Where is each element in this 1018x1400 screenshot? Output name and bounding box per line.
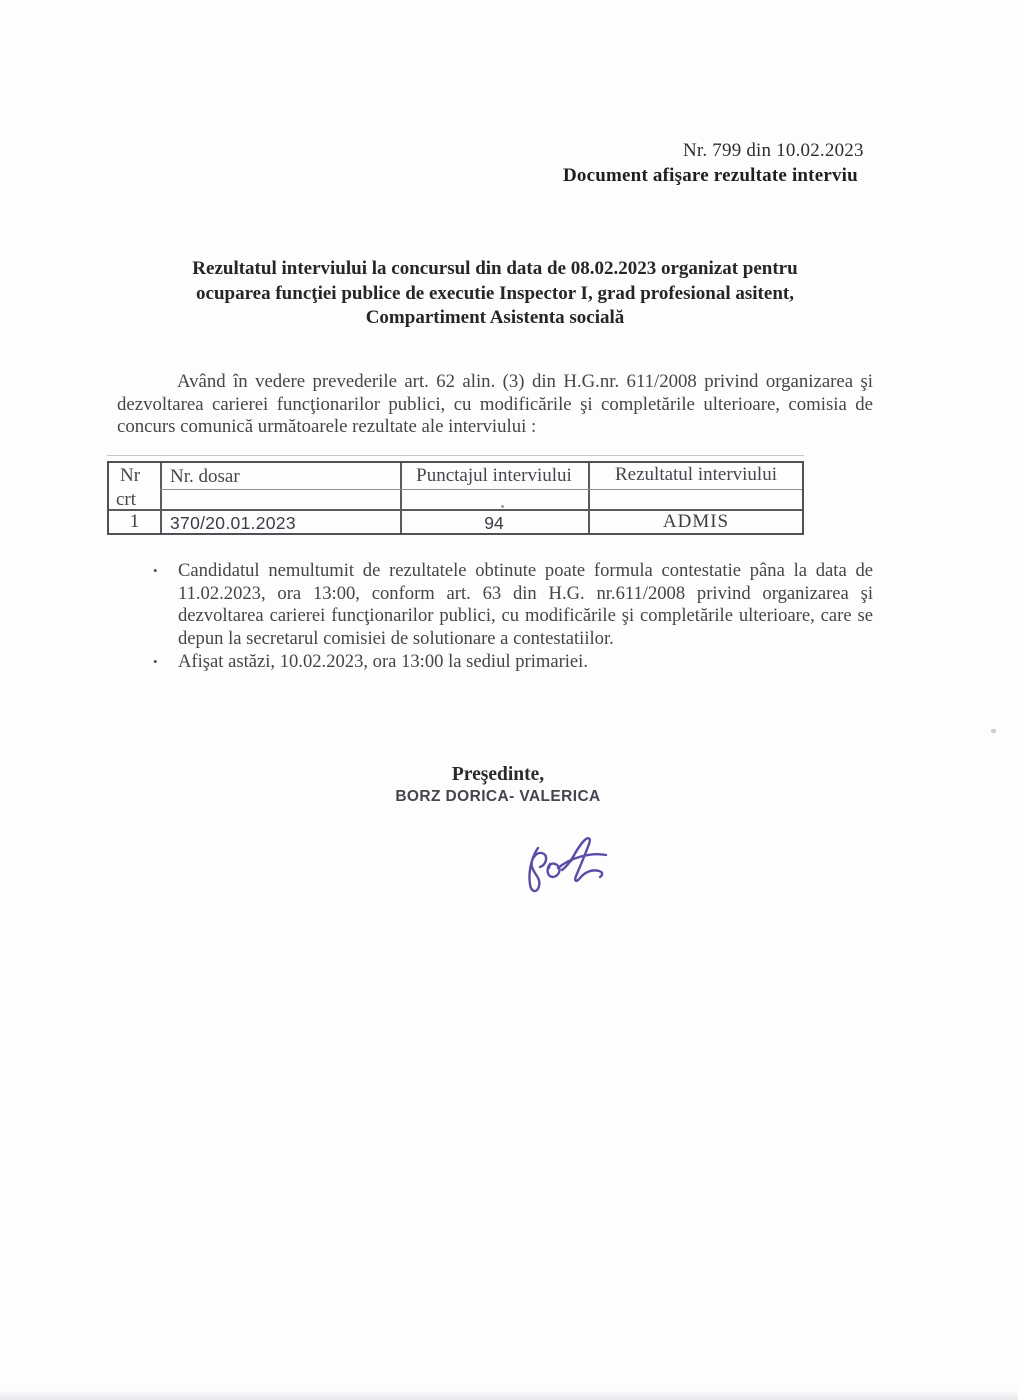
bullet-icon: •	[153, 653, 158, 669]
title-line-2: ocuparea funcţiei publice de executie Inspector I, grad profesional asitent,	[196, 282, 794, 304]
table-scan-double-line	[107, 455, 804, 456]
title-line-3: Compartiment Asistenta socială	[365, 307, 625, 329]
bullet-icon: •	[153, 563, 158, 578]
president-name: BORZ DORICA- VALERICA	[395, 788, 601, 805]
list-item	[150, 560, 873, 651]
contestation-note-text: Candidatul nemultumit de rezultatele obtinute poate formula contestatie pâna la data de 11.02.2023, ora 13:00, conform art. 63 din H.G. nr.611/2008 privind organizarea şi dezvoltarea carierei funcţionarilor publici, cu modificările şi completările ulterioare, care se depun la secretarul comisiei de solutionare a contestatiilor.	[178, 560, 873, 650]
scan-speck	[501, 505, 504, 508]
document-type-heading: Document afişare rezultate interviu	[563, 165, 858, 186]
signature-ink	[529, 838, 606, 891]
table-header-crt: crt	[116, 489, 137, 510]
table-header-rezultat: Rezultatul interviului	[615, 464, 777, 485]
table-row-cell-nr: 1	[129, 511, 140, 532]
table-header-inner-line	[160, 489, 802, 490]
document-ref-number: Nr. 799 din 10.02.2023	[683, 140, 864, 161]
table-header-punctaj: Punctajul interviului	[416, 465, 572, 486]
table-header-nr: Nr	[120, 465, 141, 486]
table-header-dosar: Nr. dosar	[170, 466, 240, 487]
table-row-cell-rezultat: ADMIS	[662, 511, 730, 532]
notes-list	[150, 560, 873, 674]
table-vertical-line	[160, 463, 162, 533]
table-row-cell-punctaj: 94	[484, 513, 504, 533]
document-title	[130, 257, 860, 331]
title-line-1: Rezultatul interviului la concursul din data de 08.02.2023 organizat pentru	[192, 258, 798, 279]
posting-note-text: Afişat astăzi, 10.02.2023, ora 13:00 la sediul primariei.	[178, 650, 588, 672]
handwritten-signature	[512, 834, 622, 906]
table-row-cell-dosar: 370/20.01.2023	[170, 513, 296, 533]
president-role-label: Preşedinte,	[451, 764, 545, 785]
intro-paragraph: Având în vedere prevederile art. 62 alin. (3) din H.G.nr. 611/2008 privind organizarea şi dezvoltarea carierei funcţionarilor publici, cu modificările şi completările ulterioare, comisia de concurs comunică următoarele rezultate ale interviului :	[117, 371, 873, 437]
results-table	[107, 461, 804, 535]
list-item	[150, 651, 873, 674]
scan-smudge	[0, 1390, 1018, 1400]
scan-speck	[991, 729, 996, 733]
